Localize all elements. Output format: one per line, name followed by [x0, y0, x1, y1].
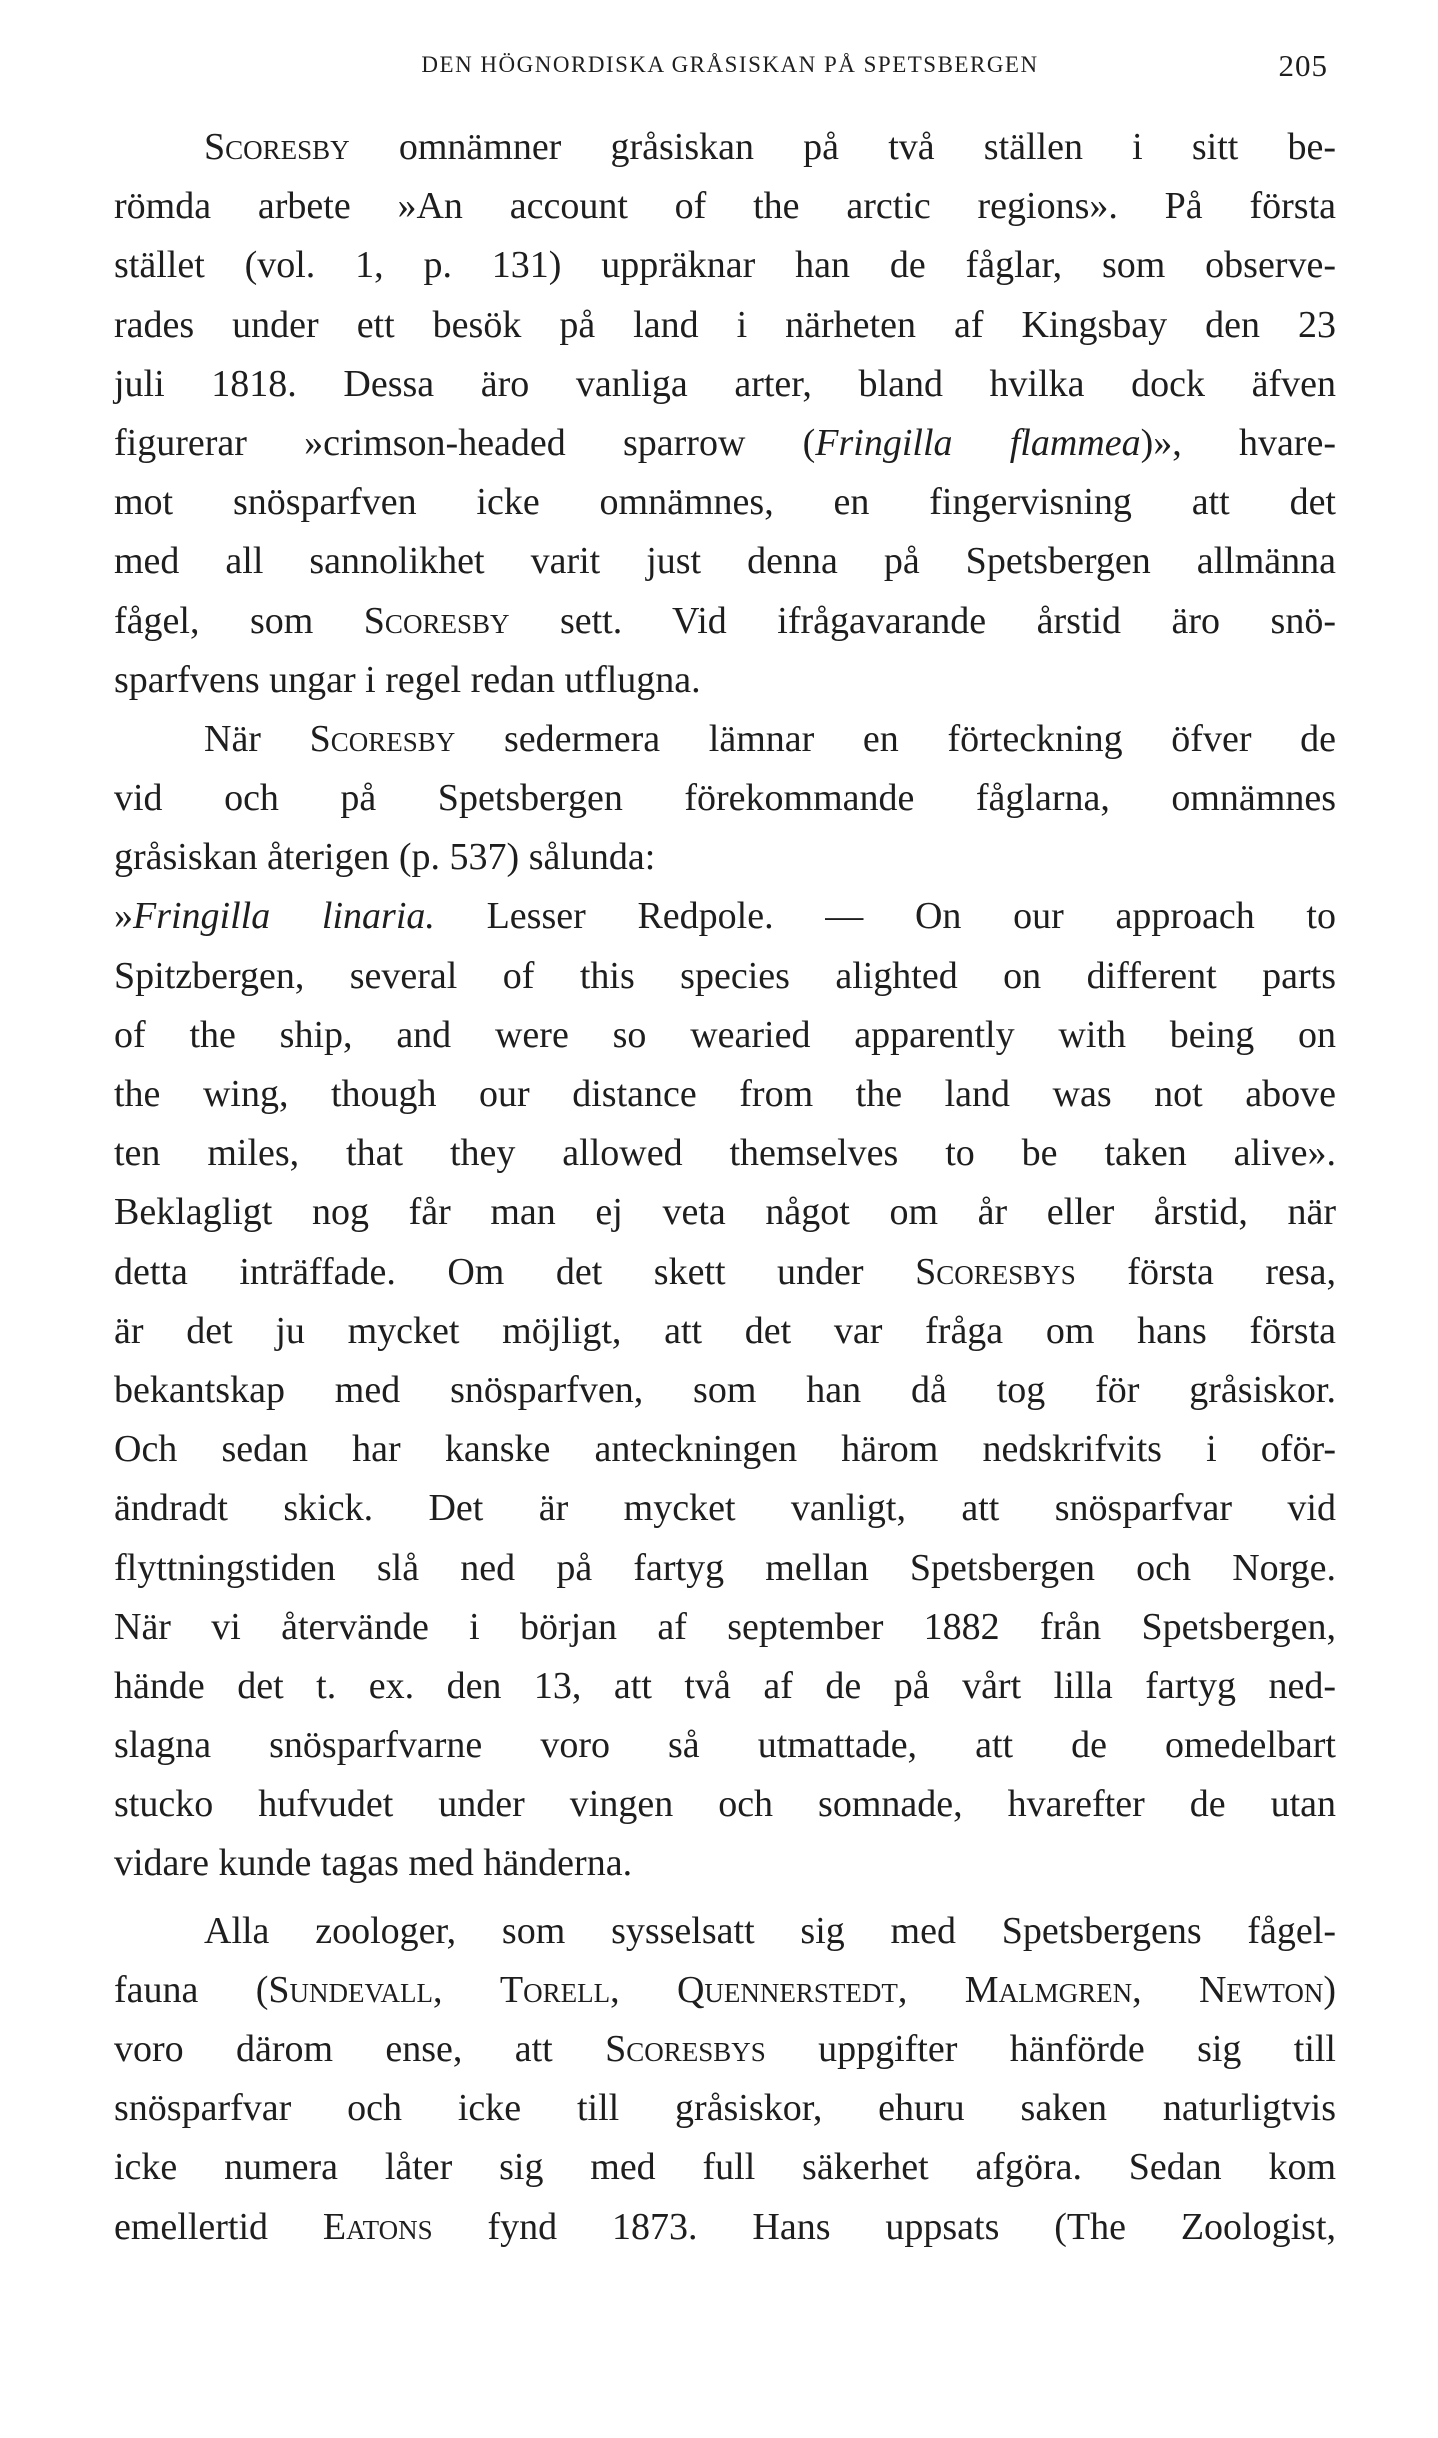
text-line [114, 1065, 1336, 1124]
text-line [114, 1902, 1336, 1961]
text-run: of the ship, and were so wearied apparently with being on [114, 1013, 1336, 1056]
text-line [114, 2138, 1336, 2197]
text-line [114, 828, 1336, 887]
text-run: figurerar »crimson-headed sparrow ( [114, 421, 816, 464]
text-run: , [433, 1968, 500, 2011]
text-line [114, 651, 1336, 710]
author-name: Scoresby [204, 126, 350, 168]
text-run: vidare kunde tagas med händerna. [114, 1842, 633, 1885]
text-run: juli 1818. Dessa äro vanliga arter, bland hvilka dock äfven [114, 362, 1336, 405]
text-run: Alla zoologer, som sysselsatt sig med Spetsbergens fågel- [204, 1909, 1336, 1952]
text-line [114, 2079, 1336, 2138]
text-run: slagna snösparfvarne voro så utmattade, att de omedelbart [114, 1724, 1336, 1767]
text-run: ändradt skick. Det är mycket vanligt, att snösparfvar vid [114, 1487, 1336, 1530]
text-line [114, 710, 1336, 769]
author-name: Scoresby [309, 717, 456, 760]
text-run: voro därom ense, att [114, 2028, 606, 2070]
text-line [114, 1479, 1336, 1538]
body-text [114, 118, 1336, 2257]
text-run: ten miles, that they allowed themselves to be taken alive». [114, 1132, 1336, 1175]
author-name: Newton [1198, 1968, 1324, 2011]
text-line [114, 1657, 1336, 1716]
text-run: fågel, som [114, 599, 364, 642]
text-line [114, 177, 1336, 236]
text-run: När vi återvände i början af september 1882 från Spetsbergen, [114, 1605, 1336, 1648]
text-line [114, 1420, 1336, 1479]
text-line [114, 296, 1336, 355]
text-run: Och sedan har kanske anteckningen härom nedskrifvits i oför- [114, 1428, 1336, 1471]
author-name: Eatons [322, 2205, 433, 2248]
text-line [114, 355, 1336, 414]
text-line [114, 1243, 1336, 1302]
text-run: första resa, [1075, 1250, 1336, 1293]
text-line [114, 1539, 1336, 1598]
text-run: fynd 1873. Hans uppsats (The Zoologist, [432, 2205, 1336, 2248]
text-run: sedermera lämnar en förteckning öfver de [455, 717, 1337, 760]
text-run: sett. Vid ifrågavarande årstid äro snö- [509, 599, 1336, 642]
text-line [114, 118, 1336, 177]
text-run: , [610, 1968, 677, 2011]
text-run: » [114, 895, 133, 938]
text-line [114, 1598, 1336, 1657]
text-run: , [897, 1968, 965, 2011]
text-run: mot snösparfven icke omnämnes, en fingervisning att det [114, 481, 1336, 524]
text-line [114, 1961, 1336, 2020]
running-header: DEN HÖGNORDISKA GRÅSISKAN PÅ SPETSBERGEN [421, 52, 1039, 77]
species-name: Fringilla linaria. [133, 895, 435, 938]
text-line [114, 769, 1336, 828]
author-name: Malmgren [964, 1968, 1133, 2011]
text-run: uppgifter hänförde sig till [765, 2028, 1336, 2070]
text-run: gråsiskan återigen (p. 537) sålunda: [114, 836, 656, 879]
text-run: icke numera låter sig med full säkerhet afgöra. Sedan kom [114, 2146, 1336, 2189]
text-run: bekantskap med snösparfven, som han då tog för gråsiskor. [114, 1368, 1336, 1411]
text-line [114, 887, 1336, 946]
text-run: emellertid [114, 2205, 323, 2248]
text-line [114, 473, 1336, 532]
text-line [114, 1006, 1336, 1065]
text-line [114, 1183, 1336, 1242]
text-run: Lesser Redpole. — On our approach to [434, 895, 1336, 938]
text-line [114, 414, 1336, 473]
text-run: ) [1323, 1968, 1337, 2011]
text-run: the wing, though our distance from the land was not above [114, 1073, 1336, 1115]
text-line [114, 1361, 1336, 1420]
text-run: fauna ( [114, 1968, 269, 2011]
text-line [114, 1834, 1336, 1893]
text-line [114, 1302, 1336, 1361]
text-run: römda arbete »An account of the arctic regions». På första [114, 185, 1336, 228]
author-name: Torell [499, 1968, 611, 2011]
text-line [114, 1716, 1336, 1775]
text-run: flyttningstiden slå ned på fartyg mellan Spetsbergen och Norge. [114, 1546, 1336, 1589]
author-name: Scoresby [363, 599, 510, 642]
text-run: omnämner gråsiskan på två ställen i sitt be- [349, 126, 1336, 168]
text-run: stucko hufvudet under vingen och somnade, hvarefter de utan [114, 1783, 1336, 1826]
text-run: är det ju mycket möjligt, att det var fråga om hans första [114, 1309, 1336, 1352]
text-line [114, 1775, 1336, 1834]
text-run: rades under ett besök på land i närheten af Kingsbay den 23 [114, 303, 1336, 346]
text-run: När [204, 717, 310, 760]
author-name: Scoresbys [605, 2028, 766, 2070]
author-name: Quennerstedt [676, 1968, 898, 2011]
text-run: Spitzbergen, several of this species alighted on different parts [114, 954, 1336, 997]
text-line [114, 1124, 1336, 1183]
author-name: Scoresbys [915, 1250, 1076, 1293]
text-line [114, 2198, 1336, 2257]
text-line [114, 236, 1336, 295]
text-run: )», hvare- [1140, 421, 1336, 464]
text-run: vid och på Spetsbergen förekommande fåglarna, omnämnes [114, 777, 1336, 820]
text-line [114, 592, 1336, 651]
text-run: sparfvens ungar i regel redan utflugna. [114, 658, 701, 701]
text-run: detta inträffade. Om det skett under [114, 1250, 916, 1293]
text-run: stället (vol. 1, p. 131) uppräknar han de fåglar, som observe- [114, 244, 1336, 287]
text-run: snösparfvar och icke till gråsiskor, ehuru saken naturligtvis [114, 2087, 1336, 2130]
species-name: Fringilla flammea [815, 421, 1141, 464]
text-line [114, 947, 1336, 1006]
text-run: , [1132, 1968, 1199, 2011]
author-name: Sundevall [268, 1968, 434, 2011]
text-line [114, 532, 1336, 591]
page-number: 205 [1278, 48, 1328, 83]
text-run: Beklagligt nog får man ej veta något om år eller årstid, när [114, 1191, 1336, 1234]
text-run: hände det t. ex. den 13, att två af de på vårt lilla fartyg ned- [114, 1664, 1336, 1707]
text-run: med all sannolikhet varit just denna på Spetsbergen allmänna [114, 540, 1336, 583]
text-line [114, 2020, 1336, 2079]
